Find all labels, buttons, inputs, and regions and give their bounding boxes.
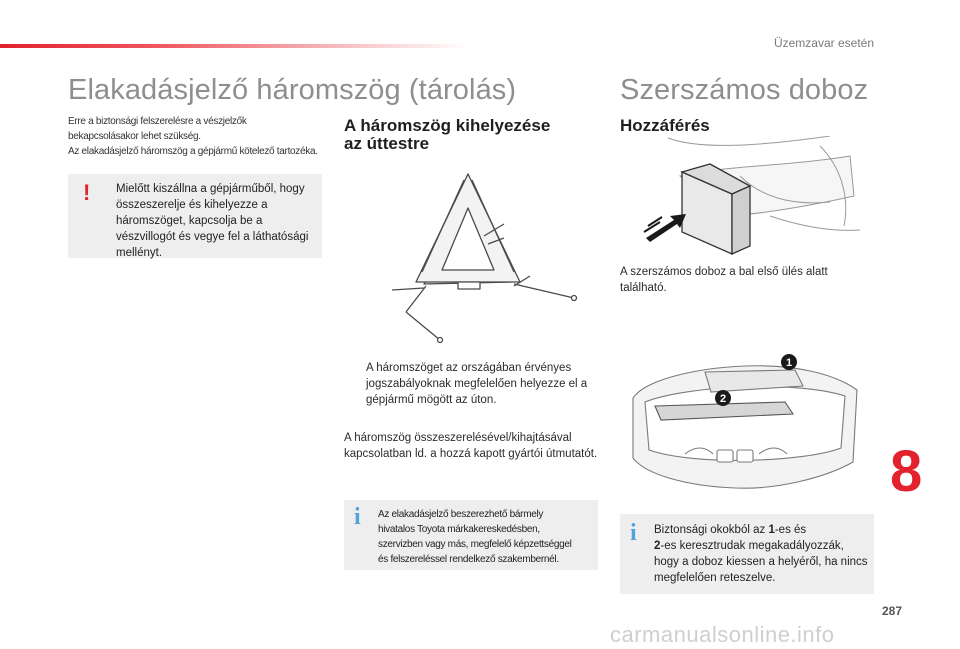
exclamation-icon: ! (83, 180, 91, 205)
toolbox-location-text: A szerszámos doboz a bal első ülés alatt található. (620, 266, 828, 294)
seat-toolbox-illustration (640, 136, 862, 258)
info-text-part: Biztonsági okokból az (654, 524, 769, 536)
bullet-text: A háromszöget az országában érvényes jogszabályoknak megfelelően helyezze el a gépjármű mögött az úton. (366, 362, 588, 406)
info-text (378, 507, 596, 567)
callout-1-label: 1 (785, 357, 793, 369)
section-title: Üzemzavar esetén (773, 36, 874, 50)
callout-2-label: 2 (719, 393, 727, 405)
page-title-warning-triangle: Elakadásjelző háromszög (tárolás) (68, 74, 517, 106)
arrow-icon (644, 214, 686, 242)
info-line: szervizben vagy más, megfelelő képzettséggel (378, 539, 572, 550)
info-box-dealer (344, 500, 598, 570)
intro-line: Az elakadásjelző háromszög a gépjármű kötelező tartozéka. (68, 146, 318, 157)
page-number: 287 (882, 604, 903, 618)
callout-ref-2: 2 (654, 540, 661, 552)
intro-text (68, 114, 330, 159)
info-line: Az elakadásjelző beszerezhető bármely (378, 509, 544, 520)
heading-line: az úttestre (344, 134, 430, 153)
info-text-part: -es és (774, 524, 807, 536)
heading-line: A háromszög kihelyezése (344, 116, 551, 135)
heading-triangle-placement (344, 117, 550, 153)
info-icon: i (354, 504, 361, 530)
info-box-crossbars (620, 514, 874, 594)
header-accent-bar (0, 44, 470, 48)
callout-ref-1: 1 (768, 524, 775, 536)
info-text-part: -es keresztrudak megakadályozzák, hogy a doboz kiessen a helyéről, ha nincs megfelelően reteszelve. (654, 540, 868, 584)
crossbar-info-text (654, 522, 870, 586)
intro-line: bekapcsolásakor lehet szükség. (68, 131, 201, 142)
intro-line: Erre a biztonsági felszerelésre a vészjelzők (68, 116, 247, 127)
info-icon: i (630, 520, 637, 546)
footer-watermark: carmanualsonline.info (610, 622, 835, 647)
info-line: hivatalos Toyota márkakereskedésben, (378, 524, 540, 535)
warning-box (68, 174, 322, 258)
heading-access: Hozzáférés (620, 116, 710, 135)
warning-triangle-illustration (364, 164, 580, 356)
info-line: és felszereléssel rendelkező szakembernél. (378, 554, 559, 565)
warning-text: Mielőtt kiszállna a gépjárműből, hogy összeszerelje és kihelyezze a háromszöget, kapcsolja be a vészvillogót és vegye fel a láthatósági mellényt. (116, 183, 309, 259)
toolbox-open-illustration (625, 350, 865, 496)
chapter-number: 8 (890, 439, 923, 504)
assembly-paragraph: A háromszög összeszerelésével/kihajtásával kapcsolatban ld. a hozzá kapott gyártói útmutatót. (344, 432, 598, 460)
page-title-toolbox: Szerszámos doboz (620, 74, 869, 106)
